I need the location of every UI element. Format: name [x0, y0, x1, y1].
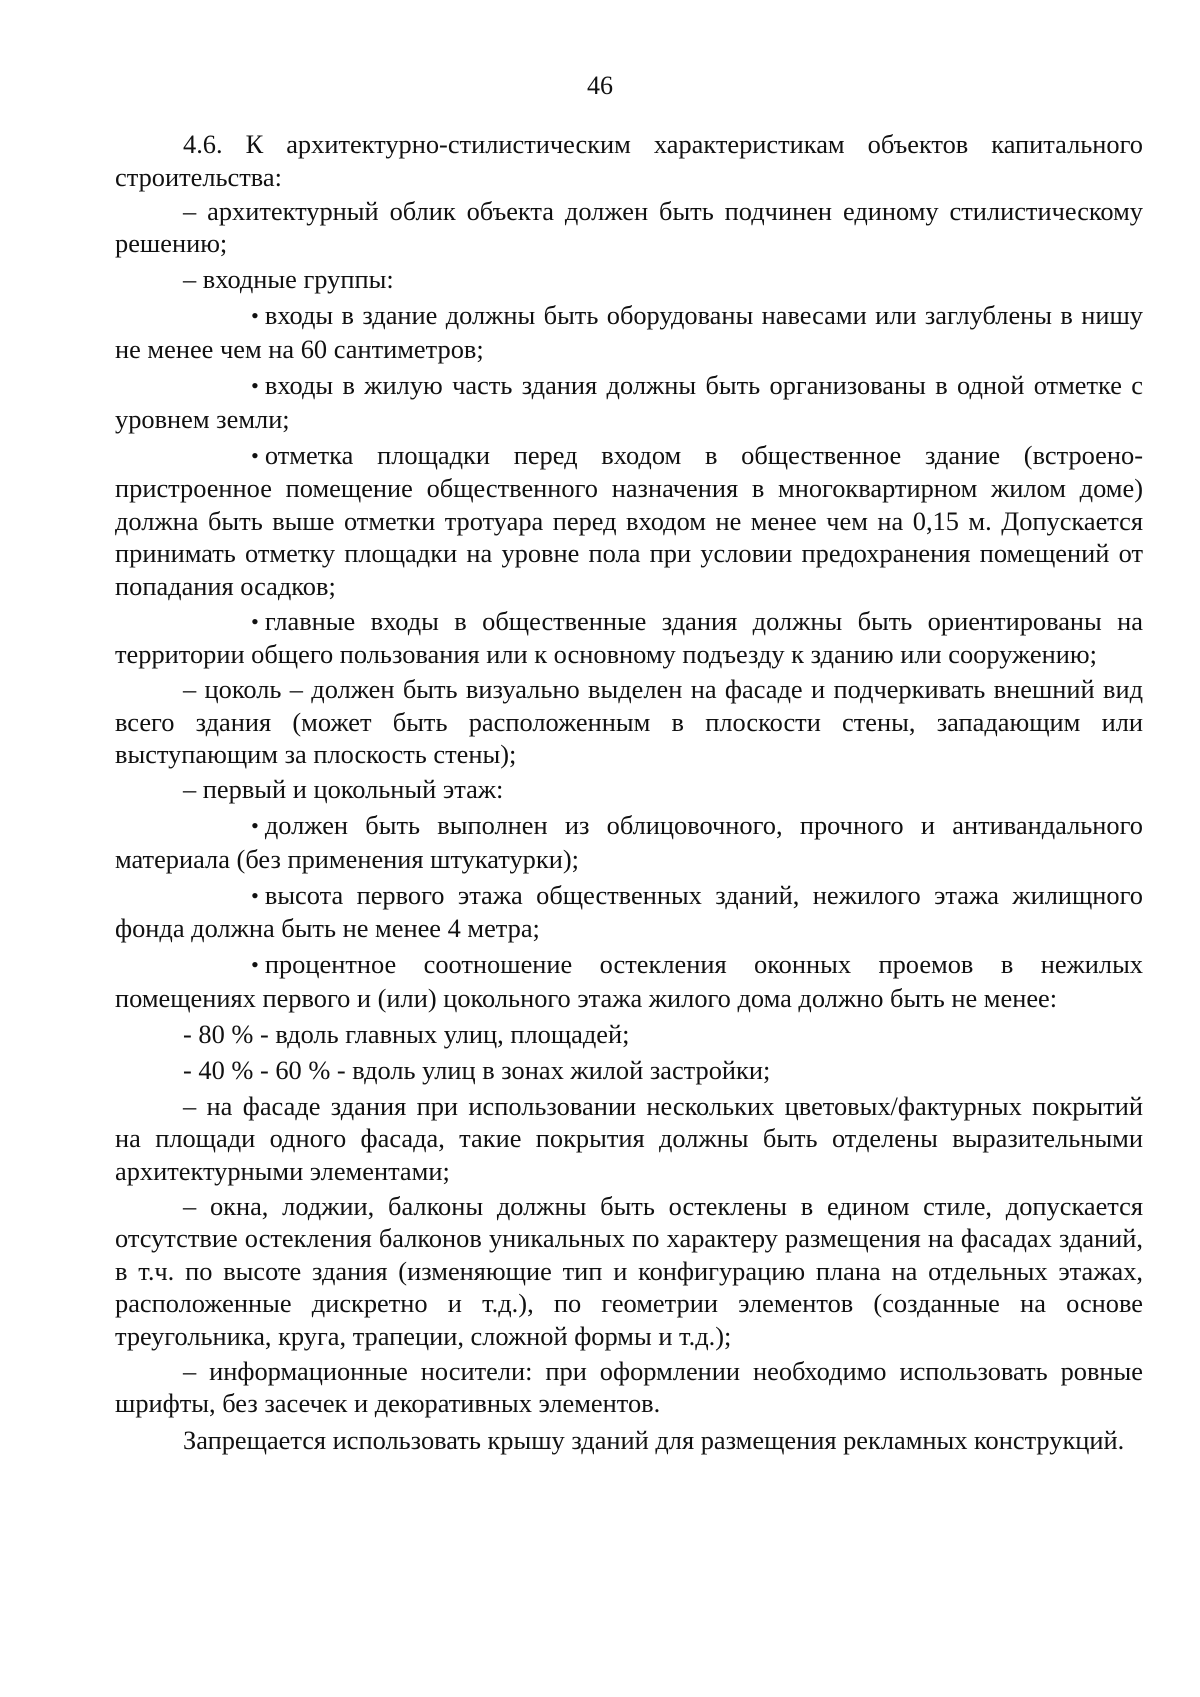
paragraph-roof-advertising-ban: Запрещается использовать крышу зданий для размещения рекламных конструкций.	[183, 1425, 1125, 1455]
bullet-platform-level: • отметка площадки перед входом в общественное здание (встроено-пристроенное помещение общественного назначения в многоквартирном жилом доме) должна быть выше отметки тротуара перед входом не менее чем на 0,15 м. Допускается принимать отметку площадки на уровне пола при условии предохранения помещений от попадания осадков;	[115, 439, 1143, 601]
section-heading-4-6: 4.6. К архитектурно-стилистическим характеристикам объектов капитального строительства:	[115, 129, 1143, 192]
item-architectural-appearance: – архитектурный облик объекта должен быть подчинен единому стилистическому решению;	[115, 195, 1143, 259]
item-glazing-main-streets: - 80 % - вдоль главных улиц, площадей;	[183, 1018, 630, 1049]
bullet-first-floor-height: • высота первого этажа общественных зданий, нежилого этажа жилищного фонда должна быть не менее 4 метра;	[115, 879, 1143, 944]
bullet-facing-material: • должен быть выполнен из облицовочного, прочного и антивандального материала (без применения штукатурки);	[115, 809, 1143, 874]
bullet-glazing-ratio: • процентное соотношение остекления оконных проемов в нежилых помещениях первого и (или) цокольного этажа жилого дома должно быть не менее:	[115, 949, 1143, 1013]
bullet-icon: •	[251, 812, 259, 838]
bullet-icon: •	[251, 882, 259, 908]
bullet-main-entrances: • главные входы в общественные здания должны быть ориентированы на территории общего пользования или к основному подъезду к зданию или сооружению;	[115, 605, 1143, 670]
item-information-carriers: – информационные носители: при оформлении необходимо использовать ровные шрифты, без засечек и декоративных элементов.	[115, 1355, 1143, 1419]
item-entrance-groups: – входные группы:	[183, 264, 394, 295]
item-plinth: – цоколь – должен быть визуально выделен на фасаде и подчеркивать внешний вид всего здания (может быть расположенным в плоскости стены, западающим или выступающим за плоскость стены);	[115, 674, 1143, 770]
bullet-icon: •	[251, 372, 259, 398]
item-first-and-basement-floor: – первый и цокольный этаж:	[183, 774, 504, 804]
bullet-residential-entrances: • входы в жилую часть здания должны быть организованы в одной отметке с уровнем земли;	[115, 369, 1143, 434]
bullet-icon: •	[251, 442, 259, 468]
item-windows-loggias-balconies: – окна, лоджии, балконы должны быть остеклены в едином стиле, допускается отсутствие остекления балконов уникальных по характеру размещения на фасадах зданий, в т.ч. по высоте здания (изменяющие тип и конфигурацию плана на отдельных этажах, расположенные дискретно и т.д.), по геометрии элементов (созданные на основе треугольника, круга, трапеции, сложной формы и т.д.);	[115, 1190, 1143, 1352]
bullet-icon: •	[251, 303, 259, 329]
bullet-entrances-canopies: • входы в здание должны быть оборудованы навесами или заглублены в нишу не менее чем на 60 сантиметров;	[115, 300, 1143, 364]
page-number: 46	[587, 71, 613, 100]
bullet-icon: •	[251, 608, 259, 634]
item-facade-coatings: – на фасаде здания при использовании нескольких цветовых/фактурных покрытий на площади одного фасада, такие покрытия должны быть отделены выразительными архитектурными элементами;	[115, 1090, 1143, 1186]
bullet-icon: •	[251, 952, 259, 978]
document-body	[115, 128, 1143, 1458]
item-glazing-residential-zones: - 40 % - 60 % - вдоль улиц в зонах жилой застройки;	[183, 1054, 771, 1085]
